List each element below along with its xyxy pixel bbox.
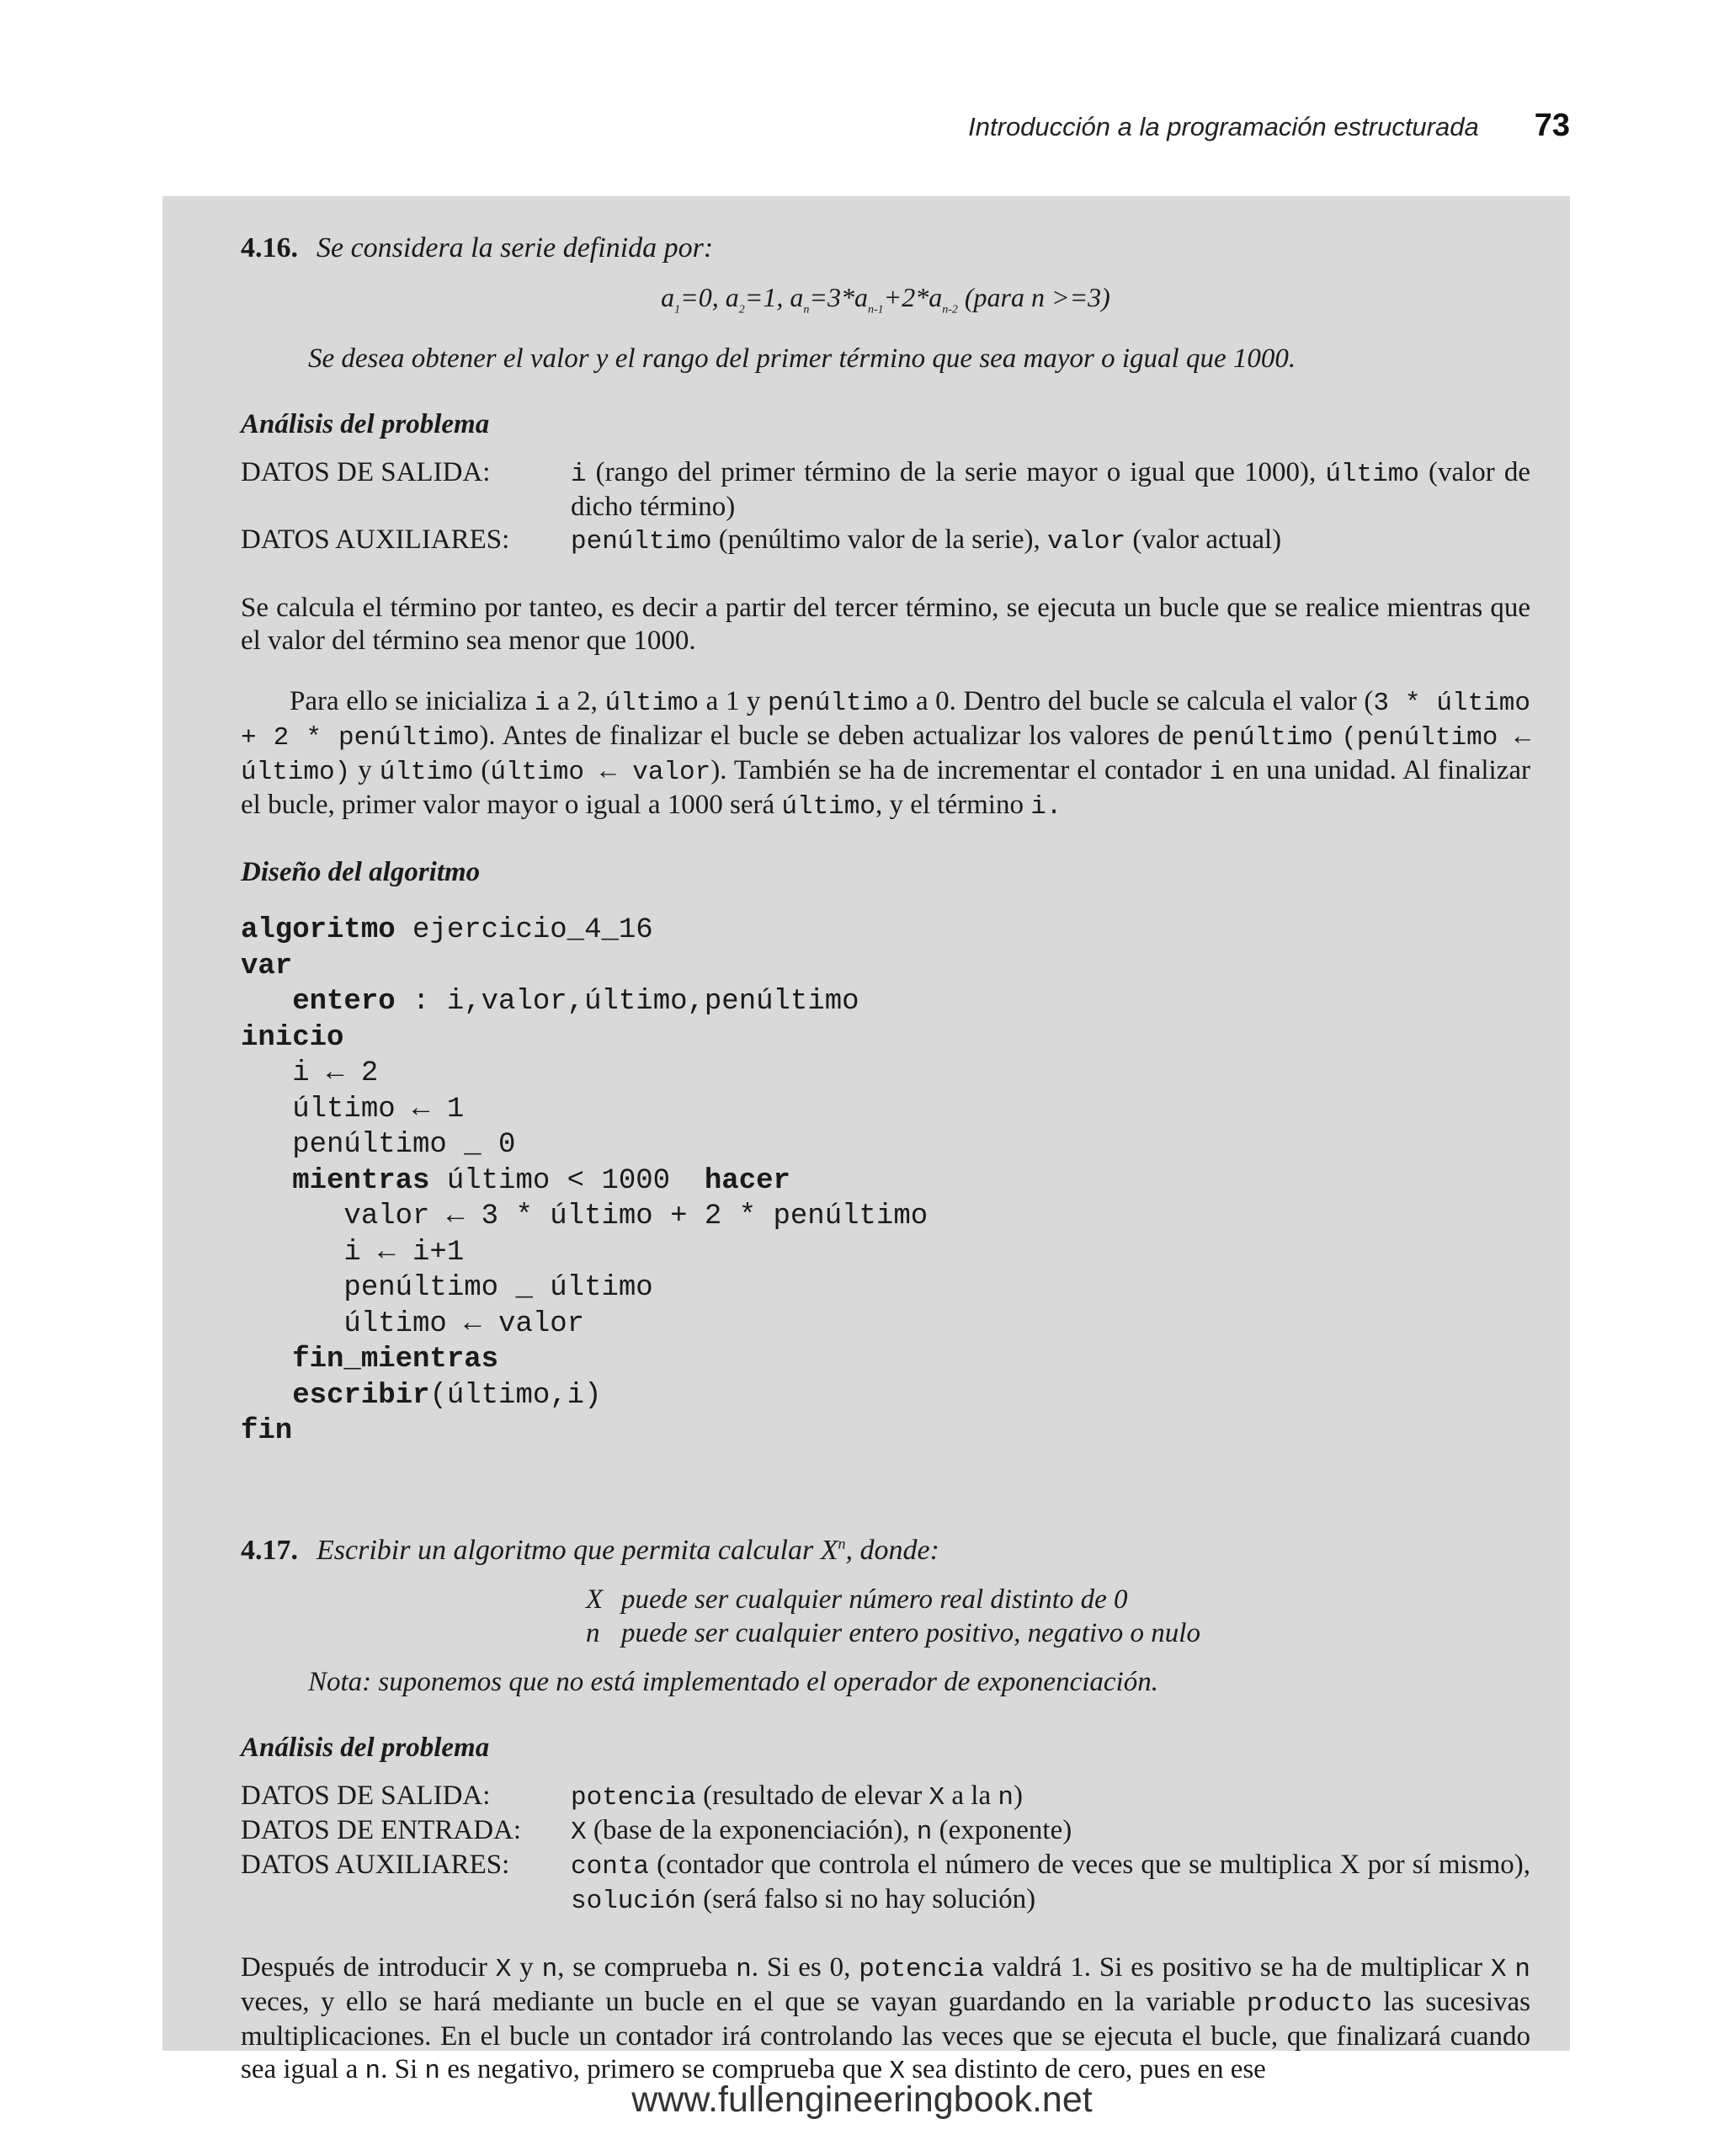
page-number: 73: [1534, 108, 1570, 143]
exercise-statement: Escribir un algoritmo que permita calcular $X^n$, donde:: [317, 1535, 939, 1567]
code-line: i ← i+1: [241, 1236, 465, 1269]
exercise-panel: [162, 196, 1570, 2087]
code-line: entero : i,valor,último,penúltimo: [241, 986, 859, 1019]
code-line: último ← valor: [241, 1307, 585, 1340]
output-data-row: DATOS DE SALIDA: i (rango del primer término de la serie mayor o igual que 1000), último (valor de dicho término): [241, 457, 1530, 523]
variable-definitions: [586, 1583, 1530, 1650]
aux-data-row: DATOS AUXILIARES: conta (contador que controla el número de veces que se multiplica X por sí mismo), solución (será falso si no hay solución): [241, 1850, 1530, 1917]
code-line: algoritmo ejercicio_4_16: [241, 914, 653, 947]
code-line: penúltimo _ 0: [241, 1129, 516, 1162]
code-line: var: [241, 950, 293, 982]
code-line: fin: [241, 1415, 293, 1448]
code-line: fin_mientras: [241, 1344, 499, 1376]
code-line: inicio: [241, 1021, 344, 1054]
running-title: Introducción a la programación estructurada: [968, 112, 1479, 141]
code-line: i ← 2: [241, 1057, 379, 1090]
footer-url: www.fullengineeringbook.net: [631, 2079, 1093, 2120]
aux-data-row: DATOS AUXILIARES: penúltimo (penúltimo valor de la serie), valor (valor actual): [241, 524, 1282, 557]
exercise-4-17-heading: [241, 1527, 1530, 1568]
data-table: [241, 1780, 1530, 1918]
pseudocode-block: [241, 913, 1530, 1450]
data-table: [241, 456, 1530, 558]
variable-x: X puede ser cualquier número real distinto de 0: [586, 1584, 1128, 1616]
code-line: mientras último < 1000 hacer: [241, 1164, 790, 1197]
exercise-note: Nota: suponemos que no está implementado el operador de exponenciación.: [308, 1667, 1158, 1698]
code-line: último ← 1: [241, 1093, 465, 1126]
analysis-title: Análisis del problema: [241, 409, 490, 440]
output-data-row: DATOS DE SALIDA: potencia (resultado de elevar X a la n): [241, 1781, 1023, 1813]
explanation-paragraph: Se calcula el término por tanteo, es decir a partir del tercer término, se ejecuta un bucle que se realice mientras que el valor del término sea menor que 1000.: [241, 593, 1530, 657]
code-line: valor ← 3 * último + 2 * penúltimo: [241, 1200, 929, 1233]
exercise-statement: Se considera la serie definida por:: [317, 232, 714, 264]
design-title: Diseño del algoritmo: [241, 857, 481, 888]
input-data-row: DATOS DE ENTRADA: X (base de la exponenciación), n (exponente): [241, 1815, 1072, 1848]
page-header: [968, 108, 1570, 144]
exercise-number: 4.16.: [241, 232, 298, 264]
exercise-goal: Se desea obtener el valor y el rango del primer término que sea mayor o igual que 1000.: [308, 343, 1296, 375]
code-line: penúltimo _ último: [241, 1272, 653, 1305]
explanation-paragraph: Para ello se inicializa i a 2, último a 1 y penúltimo a 0. Dentro del bucle se calcula el valor (3 * último + 2 * penúltimo). Antes de finalizar el bucle se deben actualizar los valores de penúltimo (penúltimo ← último) y último (último ← valor). También se ha de incrementar el contador i en una unidad. Al finalizar el bucle, primer valor mayor o igual a 1000 será último, y el término i.: [241, 686, 1530, 822]
exercise-number: 4.17.: [241, 1535, 298, 1567]
series-formula: $a_1=0$, $a_2=1$, $a_n=3*a_{n-1}+2*a_{n-2}$ (para n >=3): [661, 282, 1110, 317]
analysis-title: Análisis del problema: [241, 1733, 490, 1764]
exercise-4-16-heading: [241, 232, 1530, 265]
variable-n: n puede ser cualquier entero positivo, negativo o nulo: [586, 1618, 1200, 1649]
explanation-paragraph: Después de introducir X y n, se comprueba n. Si es 0, potencia valdrá 1. Si es positivo se ha de multiplicar X n veces, y ello se hará mediante un bucle en el que se vayan guardando en la variable producto las sucesivas multiplicaciones. En el bucle un contador irá controlando las veces que se ejecuta el bucle, que finalizará cuando sea igual a n. Si n es negativo, primero se comprueba que X sea distinto de cero, pues en ese: [241, 1952, 1531, 2087]
code-line: escribir(último,i): [241, 1379, 602, 1412]
